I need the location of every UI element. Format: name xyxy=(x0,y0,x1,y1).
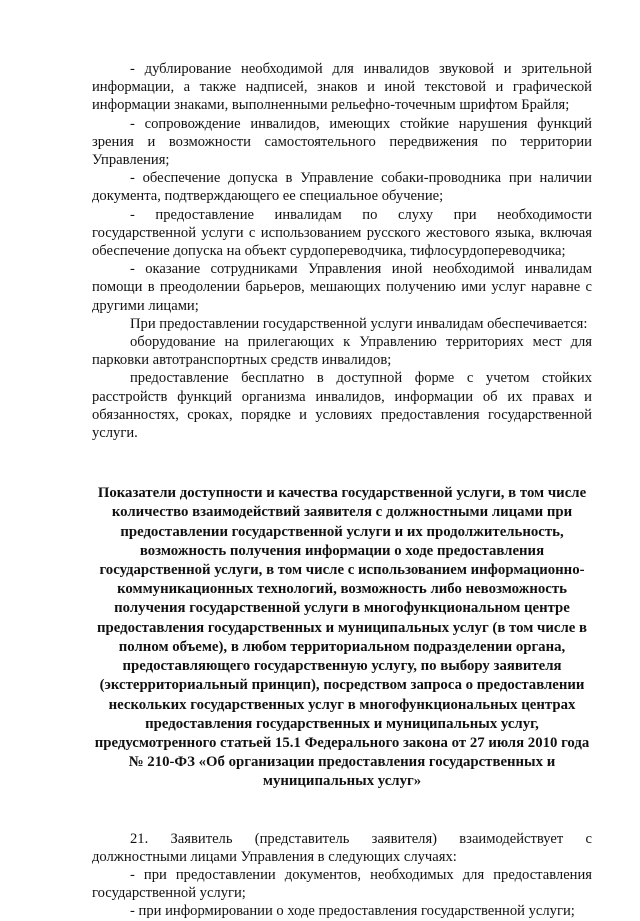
paragraph-21-documents: - при предоставлении документов, необходимых для предоставления государственной услуги; xyxy=(92,866,592,902)
paragraph-guide-dog: - обеспечение допуска в Управление собаки-проводника при наличии документа, подтверждающего ее специальное обучение; xyxy=(92,170,592,205)
paragraph-provision-intro: При предоставлении государственной услуги инвалидам обеспечивается: xyxy=(130,315,588,332)
paragraph-21-informing: - при информировании о ходе предоставления государственной услуги; xyxy=(130,903,575,920)
paragraph-braille: - дублирование необходимой для инвалидов звуковой и зрительной информации, а также надписей, знаков и иной текстовой и графической информации знаками, выполненными рельефно-точечным шрифтом Брайля; xyxy=(92,61,592,114)
paragraph-staff-assistance: - оказание сотрудниками Управления иной необходимой инвалидам помощи в преодолении барьеров, мешающих получению ими услуг наравне с другими лицами; xyxy=(92,261,592,314)
paragraph-information: предоставление бесплатно в доступной форме с учетом стойких расстройств функций организма инвалидов, информации об их правах и обязанностях, сроках, порядке и условиях предоставления государственной услуги. xyxy=(92,370,592,442)
paragraph-21-interaction: 21. Заявитель (представитель заявителя) взаимодействует с должностными лицами Управления в следующих случаях: xyxy=(92,830,592,865)
paragraph-escort: - сопровождение инвалидов, имеющих стойкие нарушения функций зрения и возможности самостоятельного передвижения по территории Управления; xyxy=(92,115,592,169)
paragraph-sign-language: - предоставление инвалидам по слуху при необходимости государственной услуги с использованием русского жестового языка, включая обеспечение допуска на объект сурдопереводчика, тифлосурдопереводчика; xyxy=(92,206,592,260)
paragraph-parking: оборудование на прилегающих к Управлению территориях мест для парковки автотранспортных средств инвалидов; xyxy=(92,334,592,369)
section-heading: Показатели доступности и качества государственной услуги, в том числе количество взаимодействий заявителя с должностными лицами при предоставлении государственной услуги и их продолжительность, возможность получения информации о ходе предоставления государственной услуги, в том числе с использованием информационно-коммуникационных технологий, возможность либо невозможность получения государственной услуги в многофункциональном центре предоставления государственных и муниципальных услуг (в том числе в полном объеме), в любом территориальном подразделении органа, предоставляющего государственную услугу, по выбору заявителя (экстерриториальный принцип), посредством запроса о предоставлении нескольких государственных услуг в многофункциональных центрах предоставления государственных и муниципальных услуг, предусмотренного статьей 15.1 Федерального закона от 27 июля 2010 года № 210-ФЗ «Об организации предоставления государственных и муниципальных услуг» xyxy=(94,485,590,790)
